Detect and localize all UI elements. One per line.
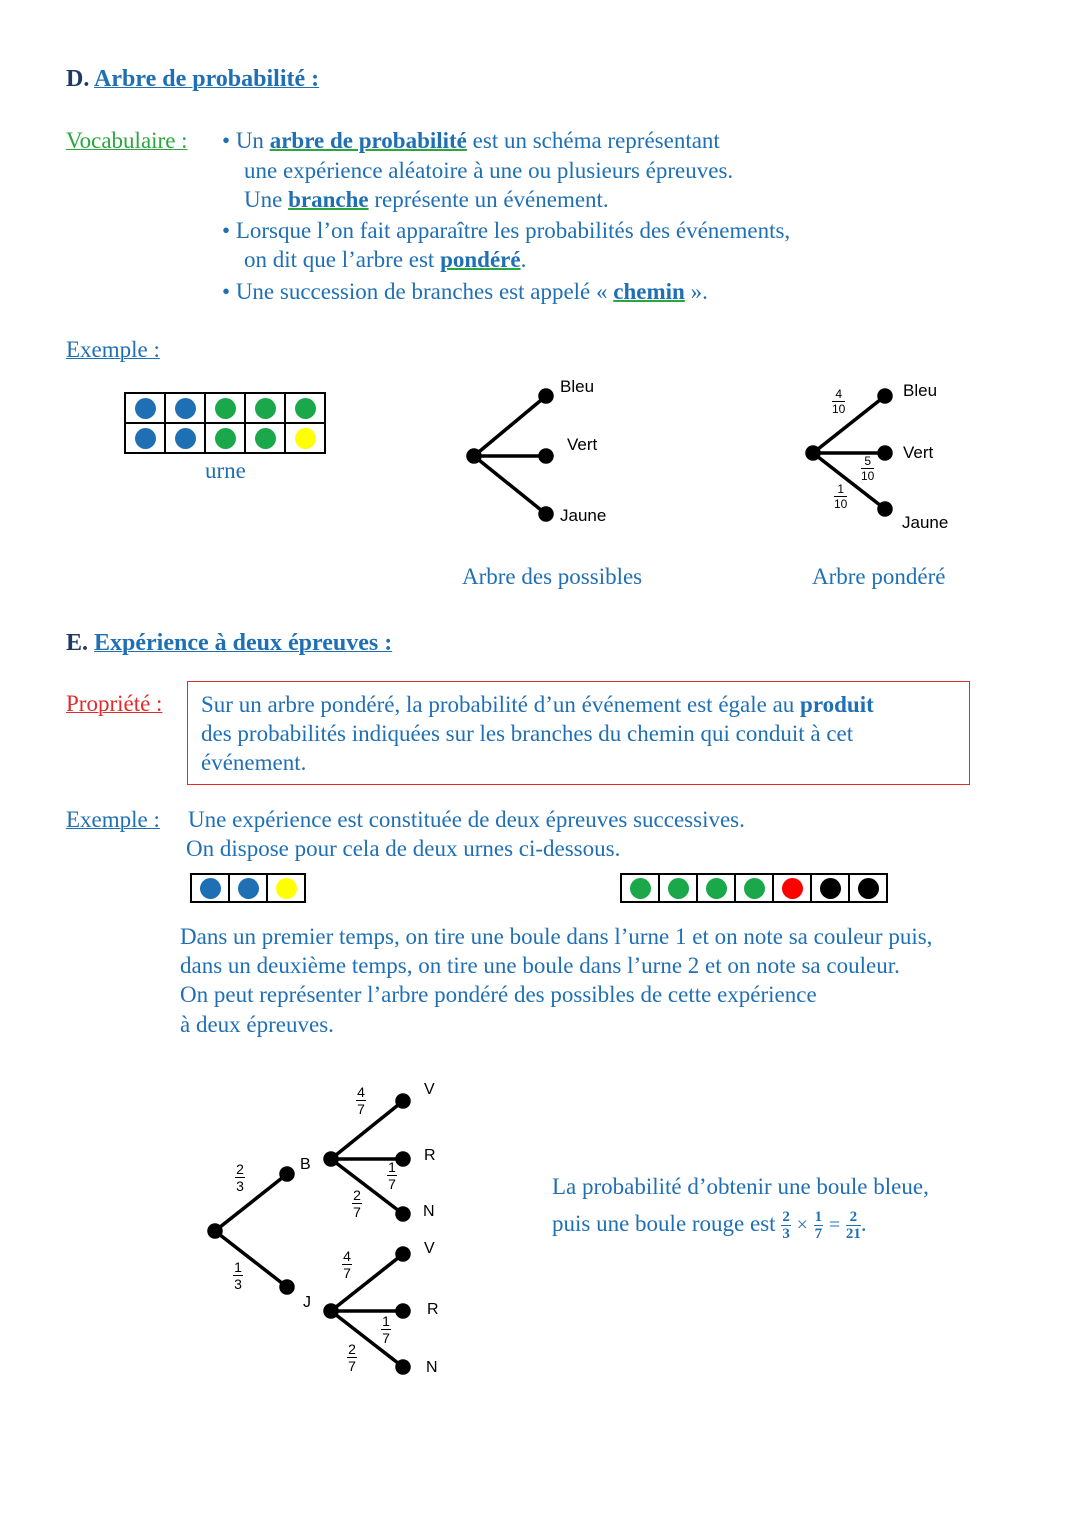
tree3-label-r2: R (427, 1301, 439, 1318)
example-label-e (66, 805, 160, 835)
ball (200, 878, 221, 899)
tree2-node (879, 390, 891, 402)
tree2-node (879, 447, 891, 459)
text: Une succession de branches est appelé « (235, 279, 614, 304)
denominator: 7 (353, 1204, 361, 1220)
text: puis une boule rouge est (552, 1211, 782, 1236)
bullet: • (222, 128, 231, 153)
ball (276, 878, 297, 899)
keyword-produit: produit (800, 692, 874, 717)
equals-sign: = (828, 1214, 841, 1236)
tree1-branch-jaune (474, 456, 546, 514)
tree3-label-j: J (303, 1294, 311, 1311)
numerator: 4 (832, 388, 845, 402)
vocab-label-text: Vocabulaire : (66, 128, 188, 153)
text: ». (684, 279, 708, 304)
tree1-node (540, 450, 552, 462)
paragraph-line-1: Dans un premier temps, on tire une boule dans l’urne 1 et on note sa couleur puis, (180, 924, 933, 949)
tree3-node (397, 1208, 409, 1220)
ball (744, 878, 765, 899)
numerator: 2 (348, 1341, 356, 1357)
paragraph-line-3: On peut représenter l’arbre pondéré des possibles de cette expérience (180, 982, 817, 1007)
tree1-branches (468, 390, 552, 520)
tree3-node (325, 1153, 337, 1165)
tree3-label-n2: N (426, 1359, 438, 1376)
property-label-text: Propriété : (66, 691, 163, 716)
fraction-2-3 (781, 1209, 791, 1242)
urn-cell (811, 874, 849, 902)
ball (238, 878, 259, 899)
numerator: 1 (814, 1209, 823, 1226)
tree3-prob-b (235, 1162, 245, 1194)
example-label-text: Exemple : (66, 337, 160, 362)
denominator: 3 (782, 1226, 790, 1243)
tree3-root-node (209, 1225, 221, 1237)
property-line-3: événement. (201, 750, 307, 775)
denominator: 10 (832, 402, 846, 416)
tree2-label-jaune: Jaune (902, 513, 949, 532)
tree3-prob-bv (356, 1085, 366, 1117)
example-label-text: Exemple : (66, 807, 160, 832)
denominator: 7 (357, 1101, 365, 1117)
section-d-prefix: D. (66, 66, 90, 92)
property-line-1 (201, 690, 874, 720)
tree2-node (879, 503, 891, 515)
urn-label: urne (205, 458, 246, 483)
tree2-prob-vert (861, 455, 874, 483)
tree3-node (281, 1281, 293, 1293)
text: représente un événement. (368, 187, 609, 212)
tree1-branch-bleu (474, 396, 546, 456)
ball (858, 878, 879, 899)
ball (630, 878, 651, 899)
tree3-label-n1: N (423, 1203, 435, 1220)
numerator: 1 (834, 483, 847, 497)
tree3-prob-j (233, 1260, 243, 1292)
text: Sur un arbre pondéré, la probabilité d’un événement est égale au (201, 692, 801, 717)
ball (706, 878, 727, 899)
tree3-label-r1: R (424, 1147, 436, 1164)
numerator: 2 (236, 1161, 244, 1177)
tree2-prob-bleu (832, 388, 845, 416)
tree2-label-bleu: Bleu (903, 381, 938, 400)
period: . (860, 1211, 867, 1236)
tree2-label-vert: Vert (903, 443, 934, 462)
keyword-branche: branche (288, 187, 369, 212)
example-line-2: On dispose pour cela de deux urnes ci-dessous. (186, 836, 621, 861)
keyword-pondere: pondéré (440, 247, 521, 272)
numerator: 1 (382, 1313, 390, 1329)
section-e-title (66, 630, 392, 657)
tree2-prob-jaune (834, 483, 847, 511)
tree1-label-vert: Vert (567, 435, 598, 454)
fraction-1-7 (814, 1209, 824, 1242)
text: Lorsque l’on fait apparaître les probabilités des événements, (235, 218, 791, 243)
text: Une (244, 187, 289, 212)
tree3-branch-bv (331, 1101, 403, 1159)
section-d-heading: Arbre de probabilité : (94, 66, 320, 92)
numerator: 4 (357, 1084, 365, 1100)
tree3-branch-j (215, 1231, 287, 1287)
tree3-branches (209, 1095, 409, 1373)
numerator: 2 (846, 1209, 861, 1226)
urn-cell (659, 874, 697, 902)
tree1-node (540, 508, 552, 520)
tree3-prob-jr (381, 1314, 391, 1346)
times-sign: × (796, 1214, 808, 1236)
numerator: 1 (388, 1159, 396, 1175)
tree3-node (397, 1153, 409, 1165)
urn-cell (849, 874, 887, 902)
urn-cell (735, 874, 773, 902)
example-line-1: Une expérience est constituée de deux épreuves successives. (188, 807, 745, 832)
tree1-root-node (468, 450, 480, 462)
urn-cell (229, 874, 267, 902)
bullet: • (222, 218, 231, 243)
tree3-prob-jv (342, 1249, 352, 1281)
tree2-root-node (807, 447, 819, 459)
urn-cell (267, 874, 305, 902)
urn-cell (621, 874, 659, 902)
text: Un (235, 128, 270, 153)
denominator: 3 (236, 1178, 244, 1194)
numerator: 4 (343, 1248, 351, 1264)
tree3-label-v2: V (424, 1240, 435, 1257)
tree1-caption: Arbre des possibles (462, 564, 643, 589)
tree2-branches (807, 390, 891, 515)
property-line-2: des probabilités indiquées sur les branches du chemin qui conduit à cet (201, 721, 854, 746)
section-e-heading: Expérience à deux épreuves : (94, 630, 393, 656)
numerator: 1 (234, 1259, 242, 1275)
urn-cell (191, 874, 229, 902)
tree2-branch-bleu (813, 396, 885, 453)
urn-cell (697, 874, 735, 902)
tree3-prob-br (387, 1160, 397, 1192)
urn-2 (620, 873, 888, 903)
denominator: 7 (348, 1358, 356, 1374)
urn-cell (773, 874, 811, 902)
fraction-2-21 (846, 1209, 861, 1242)
tree3-label-b: B (300, 1156, 311, 1173)
section-e-prefix: E. (66, 630, 89, 656)
text: . (520, 247, 527, 272)
property-label (66, 689, 162, 719)
tree3-node (397, 1361, 409, 1373)
denominator: 7 (343, 1265, 351, 1281)
text: on dit que l’arbre est (244, 247, 441, 272)
tree1-node (540, 390, 552, 402)
denominator: 7 (382, 1330, 390, 1346)
denominator: 10 (834, 497, 848, 511)
keyword-arbre: arbre de probabilité (269, 128, 467, 153)
result-line-2 (552, 1204, 867, 1245)
paragraph-line-4: à deux épreuves. (180, 1012, 334, 1037)
tree3-node (397, 1248, 409, 1260)
result-line-1: La probabilité d’obtenir une boule bleue, (552, 1174, 929, 1199)
tree1-label-bleu: Bleu (560, 377, 595, 396)
paragraph-line-2: dans un deuxième temps, on tire une boule dans l’urne 2 et on note sa couleur. (180, 953, 900, 978)
denominator: 21 (845, 1226, 861, 1243)
tree2-caption: Arbre pondéré (812, 564, 946, 589)
numerator: 2 (353, 1187, 361, 1203)
denominator: 7 (814, 1226, 823, 1243)
text: est un schéma représentant (466, 128, 720, 153)
tree3-prob-bn (352, 1188, 362, 1220)
tree3-label-v1: V (424, 1081, 435, 1098)
numerator: 2 (782, 1209, 790, 1226)
tree3-node (397, 1095, 409, 1107)
tree1-label-jaune: Jaune (560, 506, 607, 525)
bullet: • (222, 279, 231, 304)
tree3-node (397, 1305, 409, 1317)
tree3-prob-jn (347, 1342, 357, 1374)
urn-1 (190, 873, 306, 903)
numerator: 5 (861, 455, 874, 469)
ball (820, 878, 841, 899)
tree3-node (281, 1168, 293, 1180)
denominator: 7 (388, 1176, 396, 1192)
tree3-node (325, 1305, 337, 1317)
tree3-branch-b (215, 1174, 287, 1231)
denominator: 10 (861, 469, 875, 483)
ball (782, 878, 803, 899)
tree3-branch-jn (331, 1311, 403, 1367)
denominator: 3 (234, 1276, 242, 1292)
ball (668, 878, 689, 899)
keyword-chemin: chemin (613, 279, 685, 304)
vocab-line-2: une expérience aléatoire à une ou plusieurs épreuves. (244, 158, 734, 183)
